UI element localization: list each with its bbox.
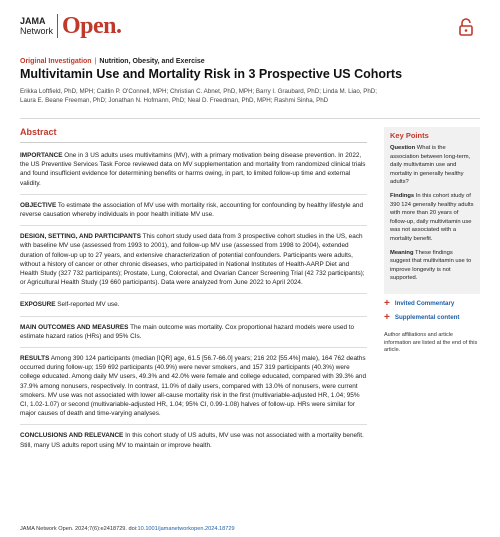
section-text: In this cohort study of US adults, MV use was not associated with a mortality benefit. Still, many US adults report using MV to maintain or improve health. xyxy=(20,432,364,449)
author-line[interactable]: Erikka Loftfield, PhD, MPH; Caitlin P. O'Connell, MPH; Christian C. Abnet, PhD, MPH; Barry I. Graubard, PhD; Linda M. Liao, PhD; xyxy=(20,88,377,95)
logo-wordmark xyxy=(20,16,53,36)
article-type: Original Investigation xyxy=(20,58,92,65)
section-label: RESULTS xyxy=(20,355,50,363)
key-point-label: Question xyxy=(390,145,416,151)
section-text: Self-reported MV use. xyxy=(57,301,120,309)
section-label: OBJECTIVE xyxy=(20,201,57,209)
section-label: IMPORTANCE xyxy=(20,152,63,159)
header-divider xyxy=(20,118,480,119)
key-point-label: Meaning xyxy=(390,249,414,256)
author-line[interactable]: Laura E. Beane Freeman, PhD; Jonathan N. Hofmann, PhD; Neal D. Freedman, PhD, MPH; Rashmi Sinha, PhD xyxy=(20,97,329,104)
key-point-question xyxy=(390,144,474,187)
key-point-meaning xyxy=(390,249,474,283)
section-label: EXPOSURE xyxy=(20,301,56,309)
section-text: One in 3 US adults uses multivitamins (MV), with a primary motivation being disease prevention. In 2022, the US Preventive Services Task Force reviewed data on MV supplementation and mortality from randomized clinical trials and found insufficient evidence for determining benefits or harms owing, in part, to limited follow-up time and external validity. xyxy=(20,152,366,187)
link-label[interactable]: Invited Commentary xyxy=(394,300,455,308)
key-point-text: What is the association between long-term, daily multivitamin use and mortality in generally healthy adults? xyxy=(390,145,471,186)
abstract-design xyxy=(20,226,367,294)
supplemental-content-link[interactable] xyxy=(384,311,480,323)
section-label: CONCLUSIONS AND RELEVANCE xyxy=(20,432,124,440)
abstract-heading: Abstract xyxy=(20,127,367,143)
abstract xyxy=(20,127,367,456)
section-label: MAIN OUTCOMES AND MEASURES xyxy=(20,323,129,331)
logo-divider xyxy=(57,14,58,38)
section-text: Among 390 124 participants (median [IQR] age, 61.5 [56.7-66.0] years; 216 202 [55.4%] male), 164 762 deaths occurred during follow-up; 159 692 participants (40.9%) were never smokers, and 157 319 participants (40.3%) were college educated. Among daily MV users, 49.3% and 42.0% were female and college educated, compared with 39.3% and 37.9% among nonusers, respectively. In contrast, 11.0% of daily users, compared with 13.0% of nonusers, were current smokers. MV use was not associated with lower all-cause mortality risk in the first (multivariable-adjusted HR, 1.04; 95% CI, 1.02-1.07) or second (multivariable-adjusted HR, 1.04; 95% CI, 0.99-1.08) halves of follow-up. HRs were similar for major causes of death and time-varying analyses. xyxy=(20,355,367,418)
open-access-lock-icon[interactable] xyxy=(458,18,474,36)
abstract-objective xyxy=(20,195,367,226)
link-label[interactable]: Supplemental content xyxy=(394,314,460,322)
logo-line-network: Network xyxy=(20,26,54,36)
article-category xyxy=(20,58,205,65)
abstract-results xyxy=(20,348,367,425)
author-list xyxy=(20,87,480,105)
key-point-text: In this cohort study of 390 124 generally healthy adults with more than 20 years of follow-up, daily multivitamin use was not associated with a mortality benefit. xyxy=(390,192,474,242)
section-label: DESIGN, SETTING, AND PARTICIPANTS xyxy=(20,233,141,241)
citation-footer xyxy=(20,526,235,532)
section-text: To estimate the association of MV use with mortality risk, accounting for confounding by healthy lifestyle and reverse causation whereby individuals in poor health initiate MV use. xyxy=(20,201,364,219)
journal-logo[interactable] xyxy=(20,12,122,40)
key-point-label: Findings xyxy=(390,192,415,199)
logo-open: Open. xyxy=(62,12,122,39)
plus-icon: + xyxy=(384,297,390,309)
key-point-findings xyxy=(390,192,474,244)
citation-text: JAMA Network Open. 2024;7(6):e2418729. doi: xyxy=(20,526,138,532)
invited-commentary-link[interactable] xyxy=(384,297,480,309)
abstract-exposure xyxy=(20,294,367,316)
key-points-heading: Key Points xyxy=(390,131,429,140)
section-text: This cohort study used data from 3 prospective cohort studies in the US, each with baseline MV use (assessed from 1993 to 2001), and follow-up MV use (assessed from 1998 to 2004), extended duration of follow-up up to 27 years, and extensive characterization of potential confounders. Participants were adults, without a history of cancer or other chronic diseases, who participated in National Institutes of Health-AARP Diet and Health Study (327 732 participants); Prostate, Lung, Colorectal, and Ovarian Cancer Screening Trial (42 732 participants); or Agricultural Health Study (19 660 participants). Data were analyzed from June 2022 to April 2024. xyxy=(20,233,365,287)
plus-icon: + xyxy=(384,311,390,323)
category-separator: | xyxy=(94,58,97,65)
article-title: Multivitamin Use and Mortality Risk in 3 Prospective US Cohorts xyxy=(20,67,403,81)
abstract-importance xyxy=(20,145,367,195)
section-text: The main outcome was mortality. Cox proportional hazard models were used to estimate hazard ratios (HRs) and 95% CIs. xyxy=(20,323,355,340)
article-topic[interactable]: Nutrition, Obesity, and Exercise xyxy=(99,58,205,65)
author-affiliations-note: Author affiliations and article information are listed at the end of this article. xyxy=(384,331,478,354)
key-point-text: These findings suggest that multivitamin use to improve longevity is not supported. xyxy=(390,249,472,282)
logo-line-jama: JAMA xyxy=(20,16,46,26)
abstract-conclusions xyxy=(20,425,367,455)
sidebar xyxy=(384,127,480,355)
abstract-outcomes xyxy=(20,317,367,348)
journal-header xyxy=(20,8,480,42)
doi-link[interactable]: 10.1001/jamanetworkopen.2024.18729 xyxy=(137,526,235,532)
key-points-box xyxy=(384,127,480,294)
